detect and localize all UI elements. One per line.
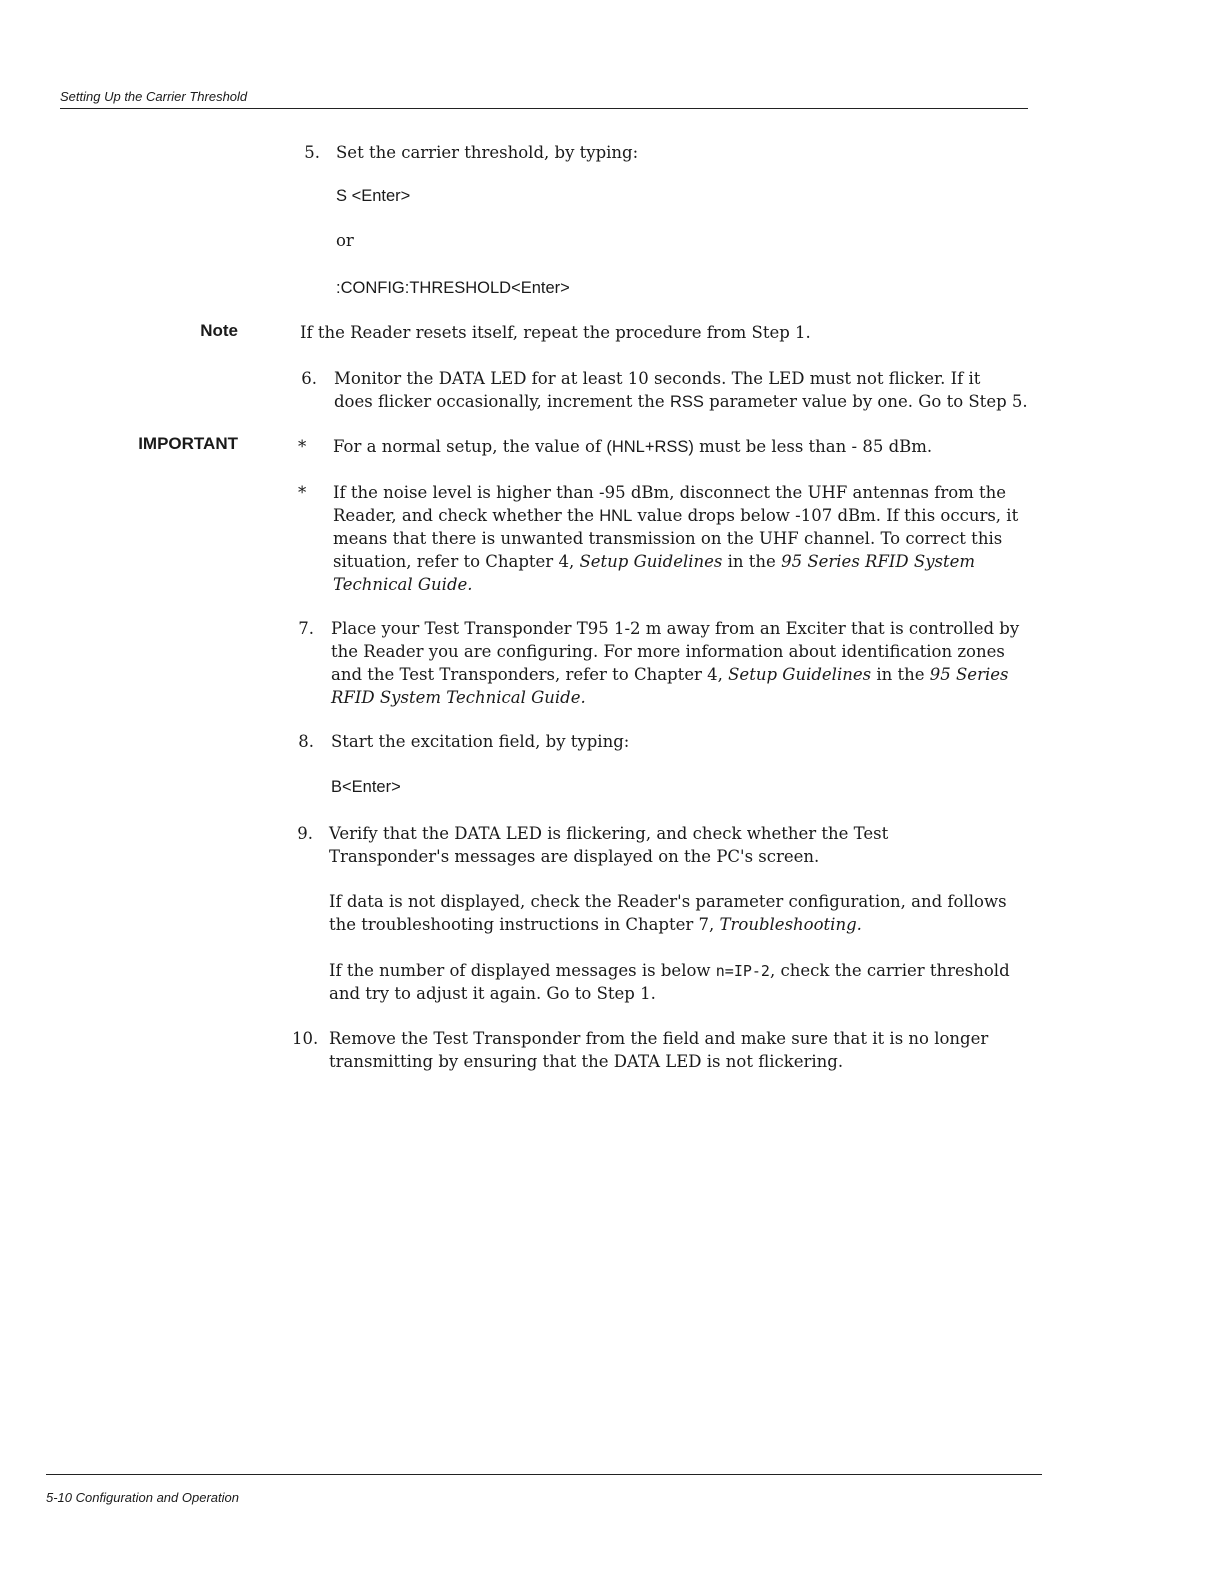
note-label: Note [200,321,238,340]
step-number: 8. [298,732,314,751]
header-rule [60,108,1028,109]
bullet-text: Reader, and check whether the HNL value drops below -107 dBm. If this occurs, it [333,506,1019,525]
step-text: Transponder's messages are displayed on the PC's screen. [329,847,820,866]
step-text: If data is not displayed, check the Reader's parameter configuration, and follows [329,892,1007,911]
bullet-text: If the noise level is higher than -95 dBm, disconnect the UHF antennas from the [333,483,1007,502]
step-text: the troubleshooting instructions in Chapter 7, Troubleshooting. [329,915,862,934]
step-text: RFID System Technical Guide. [331,688,586,707]
bullet-text: For a normal setup, the value of (HNL+RSS) must be less than - 85 dBm. [333,437,933,456]
running-header: Setting Up the Carrier Threshold [60,89,248,104]
bullet-text: means that there is unwanted transmission on the UHF channel. To correct this [333,529,1003,548]
step-text: Verify that the DATA LED is flickering, and check whether the Test [329,824,889,843]
step-text: and try to adjust it again. Go to Step 1. [329,984,656,1003]
step-text: the Reader you are configuring. For more information about identification zones [331,642,1005,661]
step-text: Set the carrier threshold, by typing: [336,143,639,162]
important-label: IMPORTANT [138,434,238,453]
step-number: 5. [304,143,320,162]
step-number: 10. [292,1029,319,1048]
bullet-text: Technical Guide. [333,575,473,594]
step-text: and the Test Transponders, refer to Chapter 4, Setup Guidelines in the 95 Series [331,665,1009,684]
footer-rule [46,1474,1042,1475]
command-text: S <Enter> [336,187,411,205]
step-text: Remove the Test Transponder from the field and make sure that it is no longer [329,1029,989,1048]
or-text: or [336,231,354,250]
page-footer: 5-10 Configuration and Operation [46,1490,239,1505]
bullet-marker: * [298,483,307,502]
step-number: 7. [298,619,314,638]
note-text: If the Reader resets itself, repeat the procedure from Step 1. [300,323,811,342]
step-text: transmitting by ensuring that the DATA LED is not flickering. [329,1052,844,1071]
command-text: B<Enter> [331,778,401,796]
step-text: Start the excitation field, by typing: [331,732,630,751]
bullet-text: situation, refer to Chapter 4, Setup Guidelines in the 95 Series RFID System [333,552,976,571]
step-text: Monitor the DATA LED for at least 10 seconds. The LED must not flicker. If it [334,369,981,388]
step-text: If the number of displayed messages is below n=IP-2, check the carrier threshold [329,961,1010,980]
step-number: 6. [301,369,317,388]
step-text: does flicker occasionally, increment the RSS parameter value by one. Go to Step 5. [334,392,1028,411]
step-text: Place your Test Transponder T95 1-2 m away from an Exciter that is controlled by [331,619,1020,638]
bullet-marker: * [298,437,307,456]
command-text: :CONFIG:THRESHOLD<Enter> [336,279,570,297]
step-number: 9. [297,824,313,843]
